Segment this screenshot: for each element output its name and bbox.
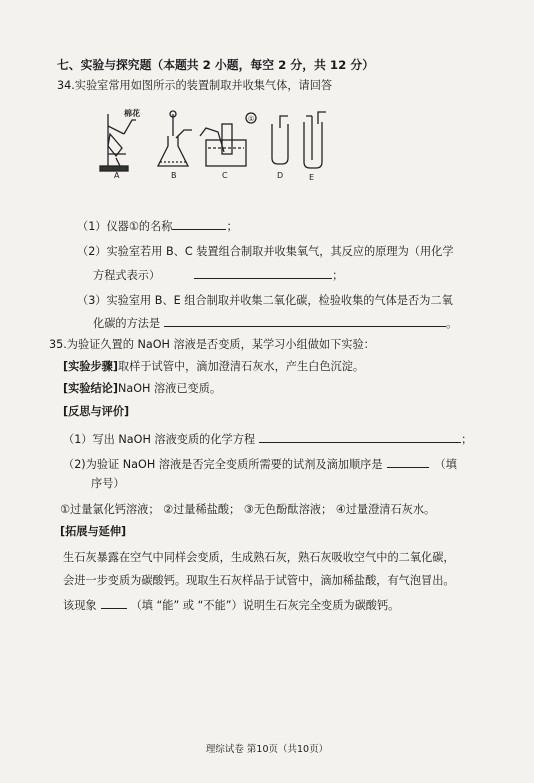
answer-blank[interactable]	[164, 315, 446, 327]
q34-part3-end: 。	[446, 317, 458, 330]
answer-blank[interactable]	[194, 267, 332, 279]
apparatus-a	[100, 114, 136, 180]
q35-conclusion	[63, 382, 221, 396]
q34-part2-line1: （2）实验室若用 B、C 装置组合制取并收集氧气，其反应的原理为（用化学	[77, 245, 454, 258]
q35-r2-line1	[63, 456, 457, 472]
label-a: A	[114, 171, 120, 180]
q34-part3-text: 化碳的方法是	[93, 317, 161, 330]
extend-line2: 会进一步变质为碳酸钙。现取生石灰样品于试管中，滴加稀盐酸，有气泡冒出。	[63, 574, 455, 587]
section-note: （本题共 2 小题，每空 2 分，共 12 分）	[151, 58, 375, 72]
extend-line3	[63, 597, 399, 613]
label-d: D	[277, 171, 284, 180]
q34-part3-line2	[93, 315, 457, 331]
r2-text: （2)为验证 NaOH 溶液是否完全变质所需要的试剂及滴加顺序是	[63, 458, 383, 471]
conclusion-text: NaOH 溶液已变质。	[117, 382, 222, 395]
cotton-label: 棉花	[124, 109, 140, 118]
q35-stem: 35.为验证久置的 NaOH 溶液是否变质，某学习小组做如下实验：	[49, 338, 375, 351]
apparatus-e	[304, 112, 326, 182]
q34-part2-end: ；	[332, 269, 344, 282]
label-c: C	[222, 171, 228, 180]
conclusion-label: [实验结论]	[63, 382, 118, 395]
step-label: [实验步骤]	[63, 360, 118, 373]
q34-part1-text: （1）仪器①的名称	[77, 220, 173, 233]
page-footer: 理综试卷 第10页（共10页）	[205, 744, 329, 755]
apparatus-d	[272, 116, 288, 180]
section-title: 七、实验与探究题	[57, 58, 152, 72]
circle-label: ①	[248, 115, 255, 123]
r1-text: （1）写出 NaOH 溶液变质的化学方程	[63, 433, 256, 446]
apparatus-c	[200, 113, 256, 180]
r1-end: ；	[461, 433, 473, 446]
extend-label: [拓展与延伸]	[60, 525, 127, 538]
q35-r2-line2: 序号）	[91, 477, 125, 490]
q34-part3-line1: （3）实验室用 B、E 组合制取并收集二氧化碳，检验收集的气体是否为二氧	[77, 294, 453, 307]
q35-step	[63, 360, 364, 374]
extend-line3-end: （填 “能” 或 “不能”）说明生石灰完全变质为碳酸钙。	[130, 599, 400, 612]
label-b: B	[171, 171, 177, 180]
answer-blank[interactable]	[101, 597, 127, 609]
q34-part2-line2	[93, 267, 343, 283]
step-text: 取样于试管中，滴加澄清石灰水，产生白色沉淀。	[117, 360, 365, 373]
q34-part1	[77, 218, 238, 234]
apparatus-figure	[96, 106, 336, 188]
answer-blank[interactable]	[387, 456, 429, 468]
q34-part1-end: ；	[226, 220, 238, 233]
label-e: E	[309, 173, 315, 182]
section-heading	[57, 58, 374, 72]
extend-line1: 生石灰暴露在空气中同样会变质，生成熟石灰，熟石灰吸收空气中的二氧化碳，	[63, 551, 455, 564]
apparatus-b	[158, 111, 192, 180]
reflect-label: [反思与评价]	[63, 405, 130, 418]
r2-end: （填	[434, 458, 457, 471]
extend-line3-text: 该现象	[63, 599, 97, 612]
answer-blank[interactable]	[259, 431, 461, 443]
q35-options: ①过量氯化钙溶液； ②过量稀盐酸； ③无色酚酞溶液； ④过量澄清石灰水。	[60, 503, 436, 516]
q35-r1	[63, 431, 472, 447]
q34-stem: 34.实验室常用如图所示的装置制取并收集气体，请回答	[57, 79, 333, 92]
q34-part2-text: 方程式表示）	[93, 269, 161, 282]
answer-blank[interactable]	[172, 218, 226, 230]
